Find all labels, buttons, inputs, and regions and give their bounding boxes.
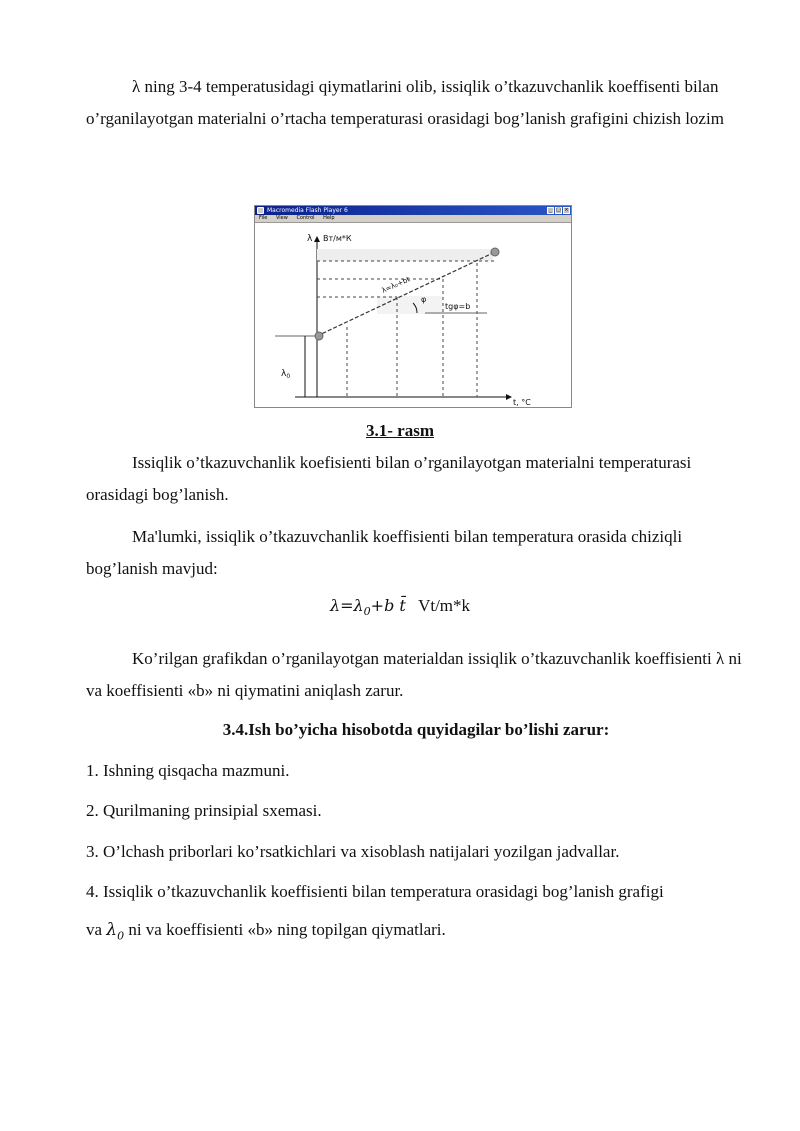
- formula-math: $\lambda=\lambda_0+b$ t̄: [329, 596, 406, 619]
- maximize-icon[interactable]: □: [556, 207, 561, 213]
- regression-line: [317, 252, 495, 336]
- y-axis-label: λ: [307, 234, 313, 244]
- close-icon[interactable]: ×: [564, 207, 569, 213]
- menu-help[interactable]: Help: [323, 215, 335, 221]
- formula: [0, 596, 800, 618]
- x-axis-label: t, °C: [513, 398, 531, 407]
- list-item-3: 3. O’lchash priborlari ko’rsatkichlari va xisoblash natijalari yozilgan jadvallar.: [86, 842, 620, 861]
- app-icon: [257, 207, 264, 214]
- lambda0-label: $\lambda_0$: [281, 369, 291, 380]
- formula-unit: Vt/m*k: [418, 596, 471, 615]
- list-item-2: 2. Qurilmaning prinsipial sxemasi.: [86, 801, 322, 820]
- lambda-temperature-plot: [255, 223, 571, 407]
- window-titlebar: [255, 206, 571, 215]
- window-title: Macromedia Flash Player 6: [267, 207, 348, 214]
- start-point: [315, 332, 323, 340]
- list-item-4-continued: va $\lambda_0$ ni va koeffisienti «b» ning topilgan qiymatlari.: [86, 920, 446, 943]
- line-equation-label: λ=λ₀+bt: [380, 275, 412, 295]
- menu-file[interactable]: File: [259, 215, 268, 221]
- y-unit-label: Вт/м*К: [323, 234, 352, 243]
- menu-control[interactable]: Control: [296, 215, 315, 221]
- figure-caption: 3.1- rasm: [366, 421, 434, 440]
- list-item-4: 4. Issiqlik o’tkazuvchanlik koeffisienti bilan temperatura orasidagi bog’lanish grafigi: [86, 882, 664, 901]
- minimize-icon[interactable]: _: [547, 207, 554, 214]
- intro-paragraph: λ ning 3-4 temperatusidagi qiymatlarini olib, issiqlik o’tkazuvchanlik koeffisenti bilan o’rganilayotgan materialni o’rtacha temperaturasi orasidagi bog’lanish grafigini chizish lozim: [86, 77, 724, 128]
- figure-window: [254, 205, 572, 408]
- caption-description: Issiqlik o’tkazuvchanlik koefisienti bilan o’rganilayotgan materialni temperaturasi orasidagi bog’lanish.: [86, 453, 692, 504]
- lambda0-symbol: $\lambda_0$: [106, 920, 125, 943]
- menu-view[interactable]: View: [275, 215, 288, 221]
- section-heading: 3.4.Ish bo’yicha hisobotda quyidagilar bo’lishi zarur:: [222, 720, 610, 739]
- tg-label: tgφ=b: [445, 302, 471, 311]
- band-mid: [377, 296, 443, 314]
- end-point: [491, 248, 499, 256]
- linear-relation-paragraph: Ma'lumki, issiqlik o’tkazuvchanlik koeffisienti bilan temperatura orasida chiziqli bog’lanish mavjud:: [86, 527, 683, 578]
- window-menubar: [255, 215, 571, 223]
- determine-paragraph: Ko’rilgan grafikdan o’rganilayotgan materialdan issiqlik o’tkazuvchanlik koeffisienti λ ni va koeffisienti «b» ni qiymatini aniqlash zarur.: [86, 649, 742, 700]
- phi-label: φ: [421, 295, 427, 304]
- list-item-1: 1. Ishning qisqacha mazmuni.: [86, 761, 290, 780]
- band-top: [317, 249, 493, 261]
